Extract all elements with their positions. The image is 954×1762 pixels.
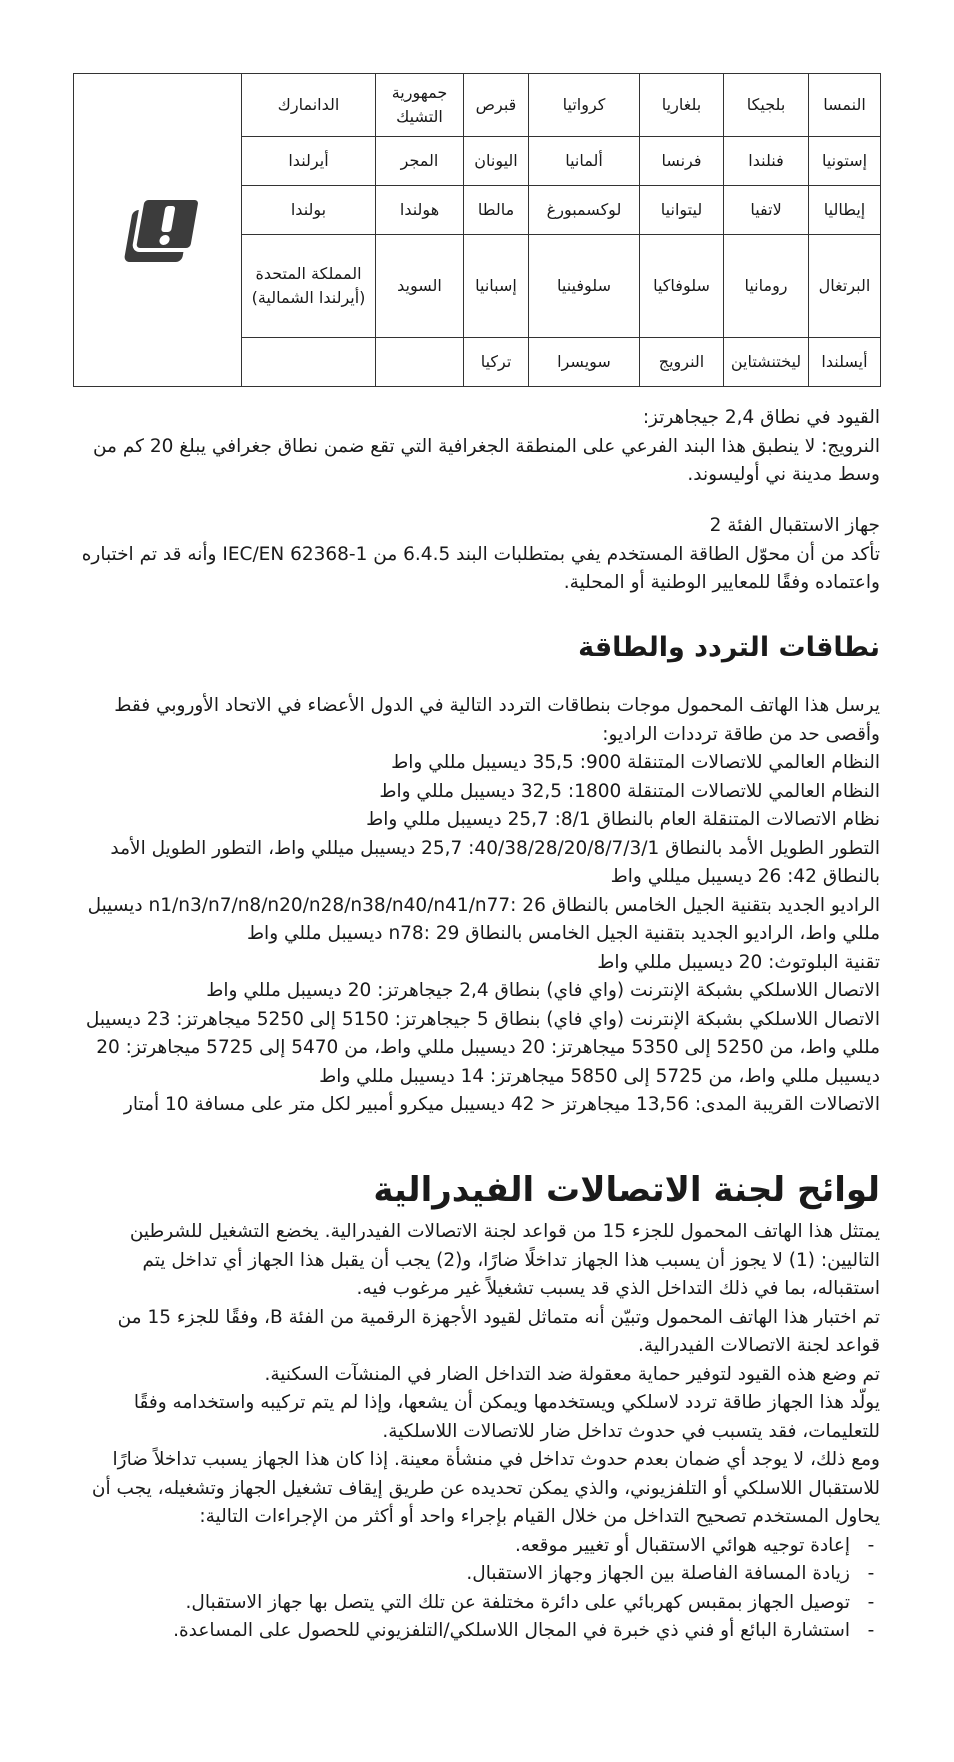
- freq-line: نظام الاتصالات المتنقلة العام بالنطاق 8/1: 25,7 ديسيبل مللي واط: [366, 809, 880, 830]
- country-cell: رومانيا: [724, 235, 809, 338]
- country-cell: لاتفيا: [724, 186, 809, 235]
- list-item: [80, 1589, 875, 1618]
- restrictions-block: [80, 404, 880, 490]
- country-cell: البرتغال: [809, 235, 881, 338]
- freq-line: الاتصال اللاسلكي بشبكة الإنترنت (واي فاي) بنطاق 2,4 جيجاهرتز: 20 ديسيبل مللي واط: [206, 980, 880, 1001]
- country-cell: فنلندا: [724, 137, 809, 186]
- country-cell: قبرص: [464, 74, 529, 137]
- country-cell: بلغاريا: [640, 74, 724, 137]
- country-cell: فرنسا: [640, 137, 724, 186]
- country-cell: لوكسمبورغ: [529, 186, 640, 235]
- table-row: [74, 74, 881, 137]
- bullet-dash: -: [867, 1563, 875, 1584]
- fcc-paragraph: تم وضع هذه القيود لتوفير حماية معقولة ضد التداخل الضار في المنشآت السكنية.: [264, 1363, 880, 1385]
- freq-line: الاتصال اللاسلكي بشبكة الإنترنت (واي فاي) بنطاق 5 جيجاهرتز: 5150 إلى 5250 ميجاهرتز: 23 ديسيبل مللي واط، من 5250 إلى 5350 ميجاهرتز: 20 ديسيبل مللي واط، من 5470 إلى 5725 ميجاهرتز: 20 ديسيبل مللي واط، من 5725 إلى 5850 ميجاهرتز: 14 ديسيبل مللي واط: [85, 1008, 880, 1087]
- list-item-text: توصيل الجهاز بمقبس كهربائي على دائرة مختلفة عن تلك التي يتصل بها جهاز الاستقبال.: [185, 1591, 850, 1613]
- country-cell: جمهورية التشيك: [376, 74, 464, 137]
- country-cell: النمسا: [809, 74, 881, 137]
- country-cell: سويسرا: [529, 338, 640, 387]
- country-cell: المجر: [376, 137, 464, 186]
- freq-line: النظام العالمي للاتصالات المتنقلة 1800: 32,5 ديسيبل مللي واط: [379, 780, 880, 802]
- country-cell: سلوفاكيا: [640, 235, 724, 338]
- country-table: [73, 73, 881, 387]
- country-cell: الدانمارك: [242, 74, 376, 137]
- fcc-bullet-list: [80, 1532, 880, 1646]
- country-cell: [242, 338, 376, 387]
- fcc-paragraph: ومع ذلك، لا يوجد أي ضمان بعدم حدوث تداخل في منشأة معينة. إذا كان هذا الجهاز يسبب تداخلاً ضارًا للاستقبال اللاسلكي أو التلفزيوني، والذي يمكن تحديده عن طريق إيقاف تشغيل الجهاز وتشغيله، يجب أن يحاول المستخدم تصحيح التداخل من خلال القيام بإجراء واحد أو أكثر من الإجراءات التالية:: [91, 1449, 880, 1527]
- bullet-dash: -: [867, 1534, 875, 1556]
- freq-line: التطور الطويل الأمد بالنطاق 40/38/28/20/8/7/3/1: 25,7 ديسيبل ميللي واط، التطور الطويل الأمد بالنطاق 42: 26 ديسيبل ميللي واط: [110, 837, 880, 887]
- warning-icon-cell: [74, 74, 242, 387]
- country-cell: ليختنشتاين: [724, 338, 809, 387]
- country-cell: المملكة المتحدة (أيرلندا الشمالية): [242, 235, 376, 338]
- list-item: [80, 1617, 875, 1646]
- receiver-block: [80, 512, 880, 598]
- fcc-paragraph: يمتثل هذا الهاتف المحمول للجزء 15 من قواعد لجنة الاتصالات الفيدرالية. يخضع التشغيل للشرطين التاليين: (1) لا يجوز أن يسبب هذا الجهاز تداخلًا ضارًا، و(2) يجب أن يقبل هذا الجهاز أي تداخل يتم استقباله، بما في ذلك التداخل الذي قد يسبب تشغيلاً غير مرغوب فيه.: [129, 1221, 880, 1299]
- freq-line: النظام العالمي للاتصالات المتنقلة 900: 35,5 ديسيبل مللي واط: [391, 752, 880, 773]
- bullet-dash: -: [867, 1620, 875, 1641]
- country-cell: السويد: [376, 235, 464, 338]
- country-cell: إستونيا: [809, 137, 881, 186]
- restrictions-text: النرويج: لا ينطبق هذا البند الفرعي على المنطقة الجغرافية التي تقع ضمن نطاق جغرافي يبلغ 20 كم من وسط مدينة ني أوليسوند.: [92, 435, 880, 485]
- freq-line: تقنية البلوتوث: 20 ديسيبل مللي واط: [597, 951, 880, 973]
- restrictions-title: القيود في نطاق 2,4 جيجاهرتز:: [642, 407, 880, 428]
- country-cell: أيرلندا: [242, 137, 376, 186]
- country-cell: تركيا: [464, 338, 529, 387]
- country-cell: ليتوانيا: [640, 186, 724, 235]
- fcc-block: [80, 1218, 880, 1646]
- freq-line: الاتصالات القريبة المدى: 13,56 ميجاهرتز < 42 ديسيبل ميكرو أمبير لكل متر على مسافة 10 أمتار: [123, 1094, 880, 1115]
- country-cell: هولندا: [376, 186, 464, 235]
- warning-sign-icon: [116, 192, 200, 268]
- fcc-paragraph: تم اختبار هذا الهاتف المحمول وتبيّن أنه متماثل لقيود الأجهزة الرقمية من الفئة B، وفقًا للجزء 15 من قواعد لجنة الاتصالات الفيدرالية.: [117, 1306, 880, 1356]
- receiver-text: تأكد من أن محوّل الطاقة المستخدم يفي بمتطلبات البند 6.4.5 من IEC/EN 62368-1 وأنه قد تم اختباره واعتماده وفقًا للمعايير الوطنية أو المحلية.: [81, 543, 880, 593]
- country-cell: إسبانيا: [464, 235, 529, 338]
- freq-heading: نطاقات التردد والطاقة: [578, 632, 880, 663]
- list-item: [80, 1560, 875, 1589]
- country-cell: كرواتيا: [529, 74, 640, 137]
- bullet-dash: -: [867, 1591, 875, 1613]
- list-item-text: استشارة البائع أو فني ذي خبرة في المجال اللاسلكي/التلفزيوني للحصول على المساعدة.: [173, 1620, 850, 1641]
- list-item: [80, 1532, 875, 1561]
- country-cell: اليونان: [464, 137, 529, 186]
- list-item-text: إعادة توجيه هوائي الاستقبال أو تغيير موقعه.: [514, 1534, 850, 1556]
- country-cell: بولندا: [242, 186, 376, 235]
- country-cell: النرويج: [640, 338, 724, 387]
- country-cell: بلجيكا: [724, 74, 809, 137]
- country-cell: أيسلندا: [809, 338, 881, 387]
- fcc-paragraph: يولّد هذا الجهاز طاقة تردد لاسلكي ويستخدمها ويمكن أن يشعها، وإذا لم يتم تركيبه واستخدامه وفقًا للتعليمات، فقد يتسبب في حدوث تداخل ضار للاتصالات اللاسلكية.: [133, 1392, 880, 1442]
- country-cell: ألمانيا: [529, 137, 640, 186]
- freq-intro: يرسل هذا الهاتف المحمول موجات بنطاقات التردد التالية في الدول الأعضاء في الاتحاد الأوروبي فقط وأقصى حد من طاقة ترددات الراديو:: [114, 695, 880, 745]
- receiver-title: جهاز الاستقبال الفئة 2: [709, 515, 880, 536]
- country-cell: سلوفينيا: [529, 235, 640, 338]
- freq-line: الراديو الجديد بتقنية الجيل الخامس بالنطاق n1/n3/n7/n8/n20/n28/n38/n40/n41/n77: 26 ديسيبل مللي واط، الراديو الجديد بتقنية الجيل الخامس بالنطاق n78: 29 ديسيبل مللي واط: [87, 894, 880, 944]
- list-item-text: زيادة المسافة الفاصلة بين الجهاز وجهاز الاستقبال.: [466, 1563, 850, 1584]
- fcc-heading: لوائح لجنة الاتصالات الفيدرالية: [373, 1170, 880, 1210]
- country-cell: إيطاليا: [809, 186, 881, 235]
- country-cell: مالطا: [464, 186, 529, 235]
- freq-block: [80, 692, 880, 1120]
- country-cell: [376, 338, 464, 387]
